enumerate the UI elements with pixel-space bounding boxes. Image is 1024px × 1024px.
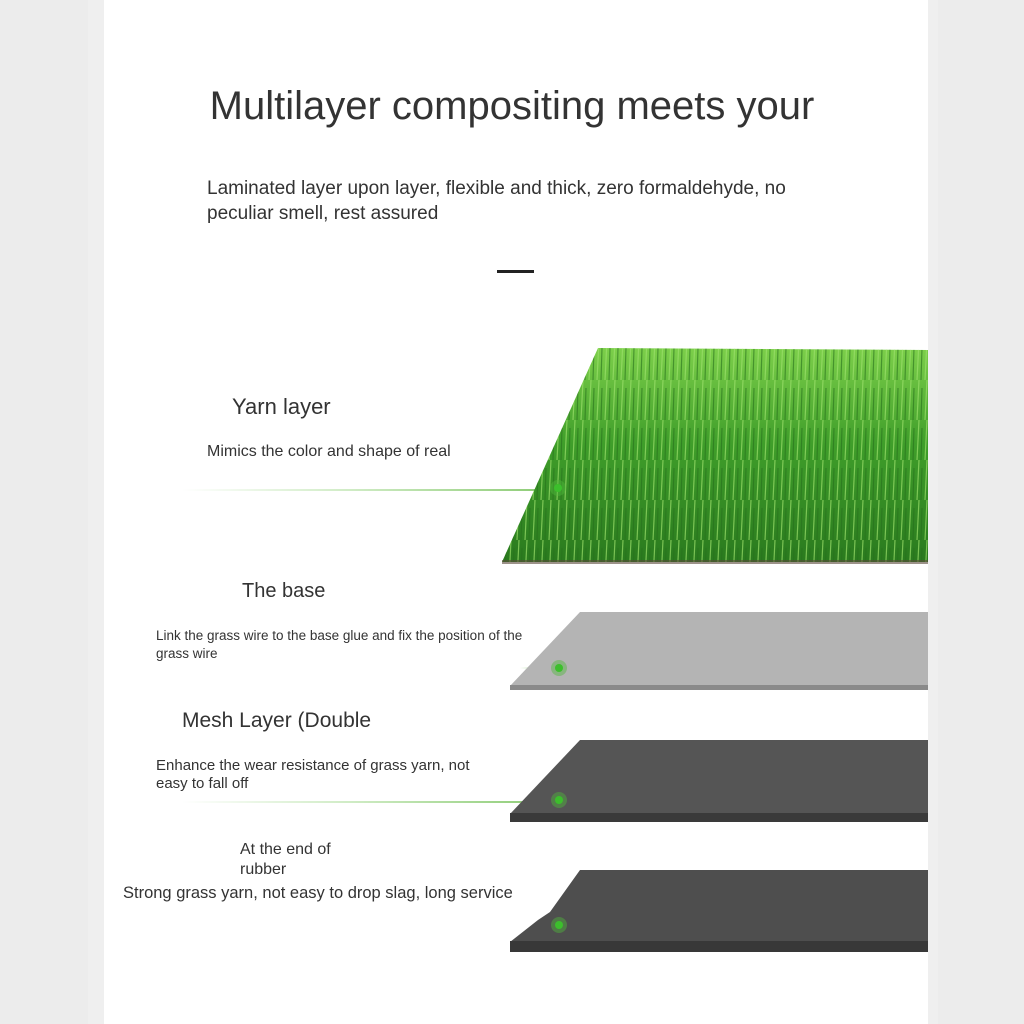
base-layer-description: Link the grass wire to the base glue and fix the position of the grass wire [156,628,523,661]
page-subtitle: Laminated layer upon layer, flexible and thick, zero formaldehyde, no peculiar smell, rest assured [207,178,786,224]
rubber-layer-title: At the end of rubber [240,841,331,878]
base-layer-marker [551,660,567,676]
rubber-layer-illustration [508,868,928,956]
page-title: Multilayer compositing meets your [209,84,815,128]
base-layer-title: The base [242,580,326,602]
mesh-layer-title: Mesh Layer (Double [182,709,372,732]
base-layer-illustration [508,610,928,694]
mesh-layer-illustration [508,738,928,826]
yarn-layer-marker [550,480,566,496]
yarn-layer-title: Yarn layer [232,394,331,419]
yarn-layer-guide-line [182,489,552,491]
grass-yarn-illustration [500,340,928,568]
rubber-layer-marker [551,917,567,933]
yarn-layer-description: Mimics the color and shape of real [207,443,451,460]
title-divider [497,270,534,273]
left-page-rail [88,0,104,1024]
mesh-layer-marker [551,792,567,808]
rubber-layer-description: Strong grass yarn, not easy to drop slag, long service [123,884,513,902]
mesh-layer-description: Enhance the wear resistance of grass yarn, not easy to fall off [156,757,470,792]
right-page-rail [928,0,938,1024]
mesh-layer-guide-line [182,801,552,803]
